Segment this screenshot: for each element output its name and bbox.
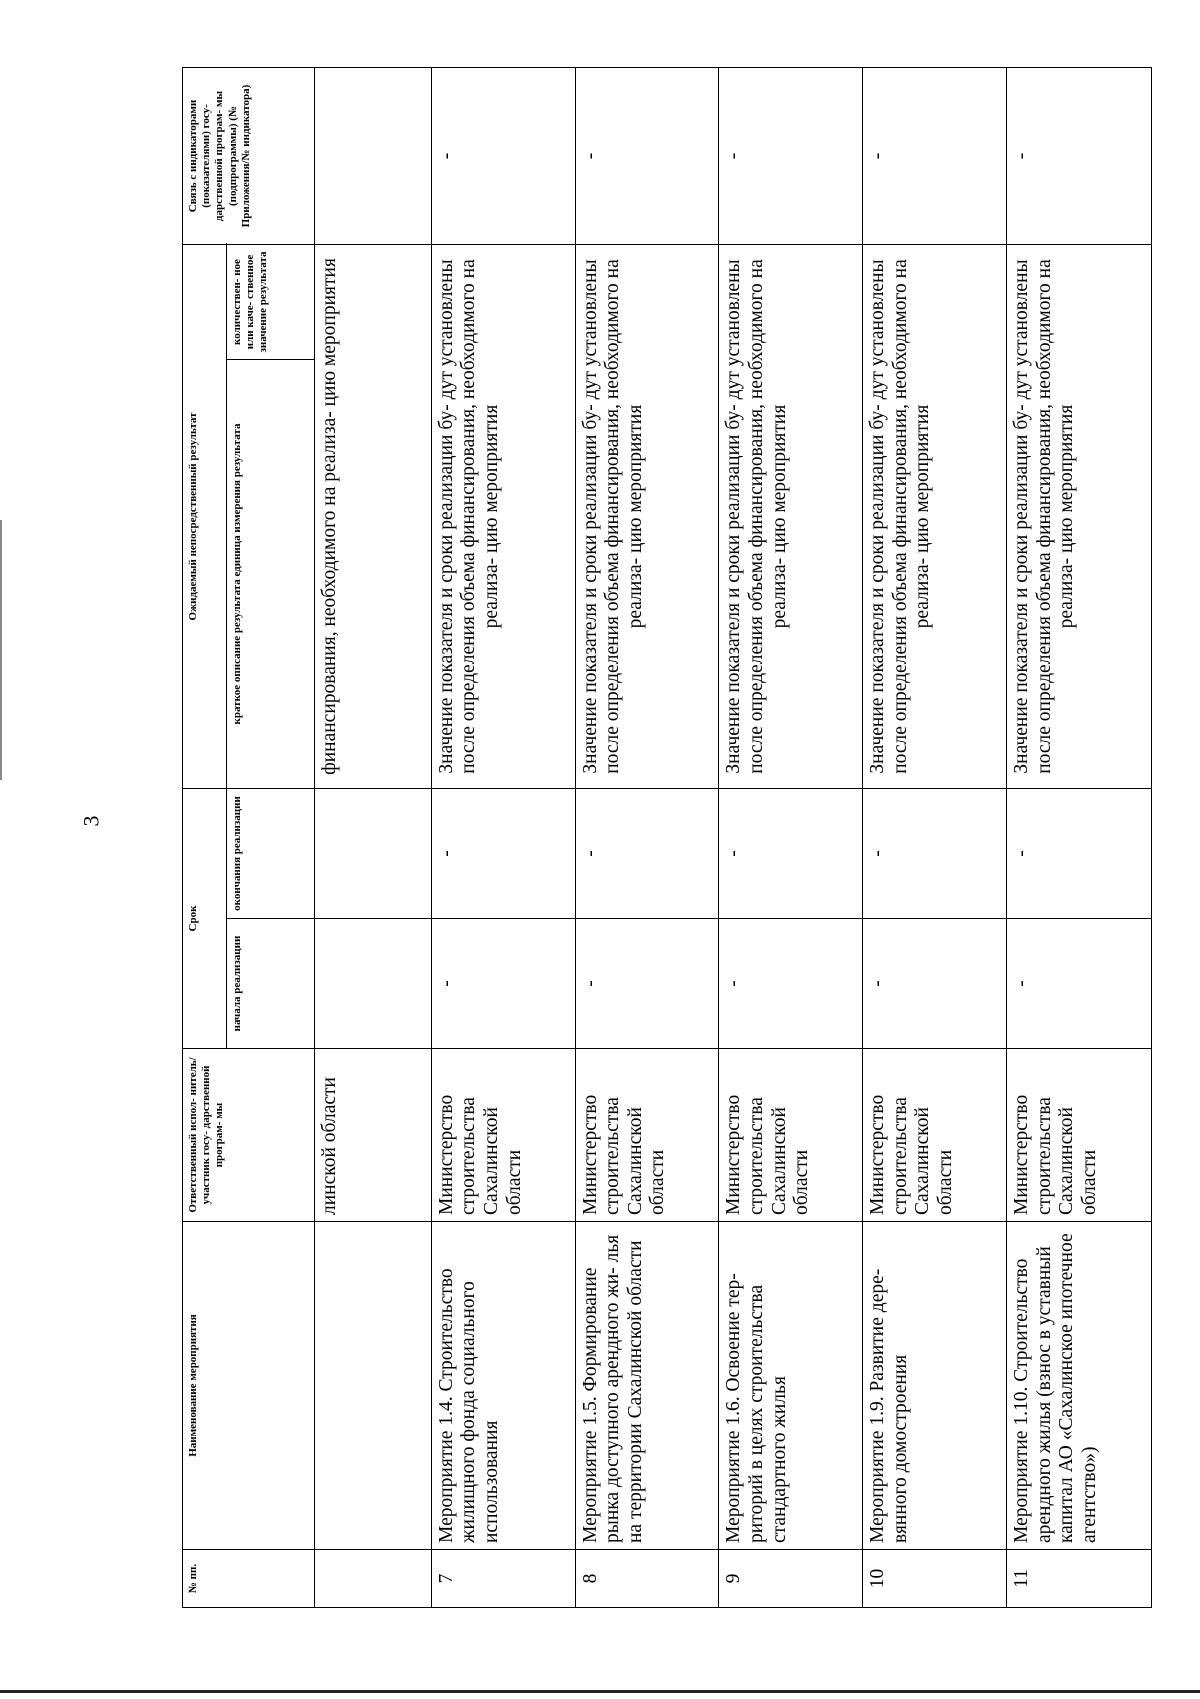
header-term-end: окончания реализации	[227, 789, 315, 919]
header-expected-desc	[227, 245, 315, 789]
cell-executor: Министерство строительства Сахалинской области	[719, 1049, 863, 1222]
scan-edge-line	[0, 1690, 1200, 1693]
header-term-start: начала реализации	[227, 919, 315, 1049]
cell-num: 9	[719, 1550, 863, 1608]
cell-end: -	[719, 789, 863, 919]
table-row	[719, 68, 863, 1608]
cell-start	[315, 919, 432, 1049]
header-num: № пп.	[183, 1550, 315, 1608]
cell-start: -	[575, 919, 719, 1049]
cell-link: -	[1006, 68, 1151, 245]
cell-end	[315, 789, 432, 919]
cell-num: 8	[575, 1550, 719, 1608]
cell-result: Значение показателя и сроки реализации бу- дут установлены после определения объема финансирования, необходимого на реализа- цию мероприятия	[1006, 245, 1151, 789]
cell-start: -	[431, 919, 575, 1049]
table-row	[1006, 68, 1151, 1608]
cell-end: -	[1006, 789, 1151, 919]
cell-result: Значение показателя и сроки реализации бу- дут установлены после определения объема финансирования, необходимого на реализа- цию мероприятия	[575, 245, 719, 789]
cell-end: -	[575, 789, 719, 919]
table-row	[863, 68, 1007, 1608]
cell-start: -	[719, 919, 863, 1049]
cell-start: -	[863, 919, 1007, 1049]
table-row	[575, 68, 719, 1608]
cell-name: Мероприятие 1.9. Развитие дере- вянного домостроения	[863, 1222, 1007, 1550]
cell-link: -	[575, 68, 719, 245]
cell-name: Мероприятие 1.5. Формирование рынка доступного арендного жи- лья на территории Сахалинской области	[575, 1222, 719, 1550]
page-number: 3	[78, 815, 104, 827]
header-link: Связь с индикаторами (показателями) госу- дарственной програм- мы (подпрограммы) (№ Приложения/№ индикатора)	[183, 68, 315, 245]
scan-speck	[0, 520, 2, 780]
cell-num: 7	[431, 1550, 575, 1608]
cell-executor: линской области	[315, 1049, 432, 1222]
cell-executor: Министерство строительства Сахалинской области	[431, 1049, 575, 1222]
cell-result: финансирования, необходимого на реализа- цию мероприятия	[315, 245, 432, 789]
measures-table	[182, 67, 1152, 1608]
header-expected: Ожидаемый непосредственный результат	[183, 245, 227, 789]
header-executor: Ответственный испол- нитель/участник госу- дарственной програм- мы	[183, 1049, 315, 1222]
expected-subheader-wrap	[227, 245, 314, 788]
cell-name	[315, 1222, 432, 1550]
cell-executor: Министерство строительства Сахалинской области	[1006, 1049, 1151, 1222]
cell-name: Мероприятие 1.10. Строительство арендного жилья (взнос в уставный капитал АО «Сахалинское ипотечное агентство»)	[1006, 1222, 1151, 1550]
cell-num: 10	[863, 1550, 1007, 1608]
cell-end: -	[863, 789, 1007, 919]
header-name: Наименование мероприятия	[183, 1222, 315, 1550]
cell-num	[315, 1550, 432, 1608]
expected-desc-label: краткое описание результата единица измерения результата	[231, 423, 243, 725]
header-term: Срок	[183, 789, 227, 1049]
cell-result: Значение показателя и сроки реализации бу- дут установлены после определения объема финансирования, необходимого на реализа- цию мероприятия	[863, 245, 1007, 789]
expected-value-label: количествен- ное или каче- ственное значение результата	[227, 245, 314, 360]
cell-result: Значение показателя и сроки реализации бу- дут установлены после определения объема финансирования, необходимого на реализа- цию мероприятия	[719, 245, 863, 789]
rotated-table-wrapper	[182, 68, 1152, 1608]
cell-link: -	[863, 68, 1007, 245]
cell-link: -	[719, 68, 863, 245]
cell-link	[315, 68, 432, 245]
cell-end: -	[431, 789, 575, 919]
cell-start: -	[1006, 919, 1151, 1049]
header-row-1	[183, 68, 227, 1608]
cell-name: Мероприятие 1.6. Освоение тер- риторий в целях строительства стандартного жилья	[719, 1222, 863, 1550]
cell-num: 11	[1006, 1550, 1151, 1608]
cell-executor: Министерство строительства Сахалинской области	[575, 1049, 719, 1222]
cell-link: -	[431, 68, 575, 245]
cell-executor: Министерство строительства Сахалинской области	[863, 1049, 1007, 1222]
table-row	[431, 68, 575, 1608]
cell-name: Мероприятие 1.4. Строительство жилищного фонда социального использования	[431, 1222, 575, 1550]
continuation-row	[315, 68, 432, 1608]
cell-result: Значение показателя и сроки реализации бу- дут установлены после определения объема финансирования, необходимого на реализа- цию мероприятия	[431, 245, 575, 789]
